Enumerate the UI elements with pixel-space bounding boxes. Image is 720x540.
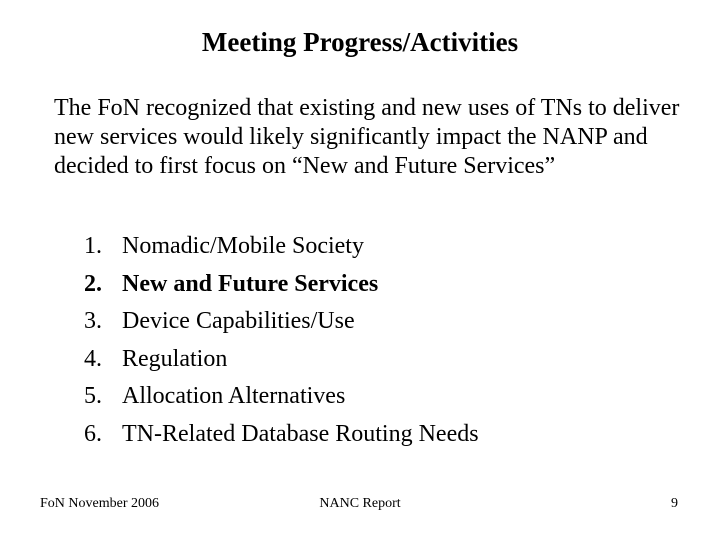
page-number: 9 (671, 496, 678, 511)
list-item (84, 303, 704, 341)
list-item-number: 2. (84, 270, 102, 297)
footer-center-text: NANC Report (319, 496, 401, 511)
list-item-text: Allocation Alternatives (122, 383, 346, 409)
list-item (84, 378, 704, 416)
list-item-number: 4. (84, 345, 102, 372)
slide-title: Meeting Progress/Activities (201, 27, 519, 57)
footer-left-text: FoN November 2006 (40, 496, 159, 511)
list-item-number: 1. (84, 233, 102, 259)
list-item (84, 228, 704, 266)
list-item-text: Nomadic/Mobile Society (122, 233, 364, 259)
list-item (84, 341, 704, 379)
intro-paragraph: The FoN recognized that existing and new uses of TNs to deliver new services would likely significantly impact the NANP and decided to first focus on “New and Future Services” (54, 95, 680, 179)
list-item (84, 416, 704, 454)
list-item-number: 6. (84, 420, 102, 447)
list-item-text: New and Future Services (122, 270, 379, 297)
list-item-number: 3. (84, 308, 102, 334)
numbered-list (84, 228, 704, 453)
list-item-text: Regulation (122, 345, 228, 372)
list-item-text: Device Capabilities/Use (122, 308, 355, 334)
list-item-text: TN-Related Database Routing Needs (122, 420, 479, 447)
list-item-number: 5. (84, 383, 102, 409)
list-item-highlighted (84, 266, 704, 304)
